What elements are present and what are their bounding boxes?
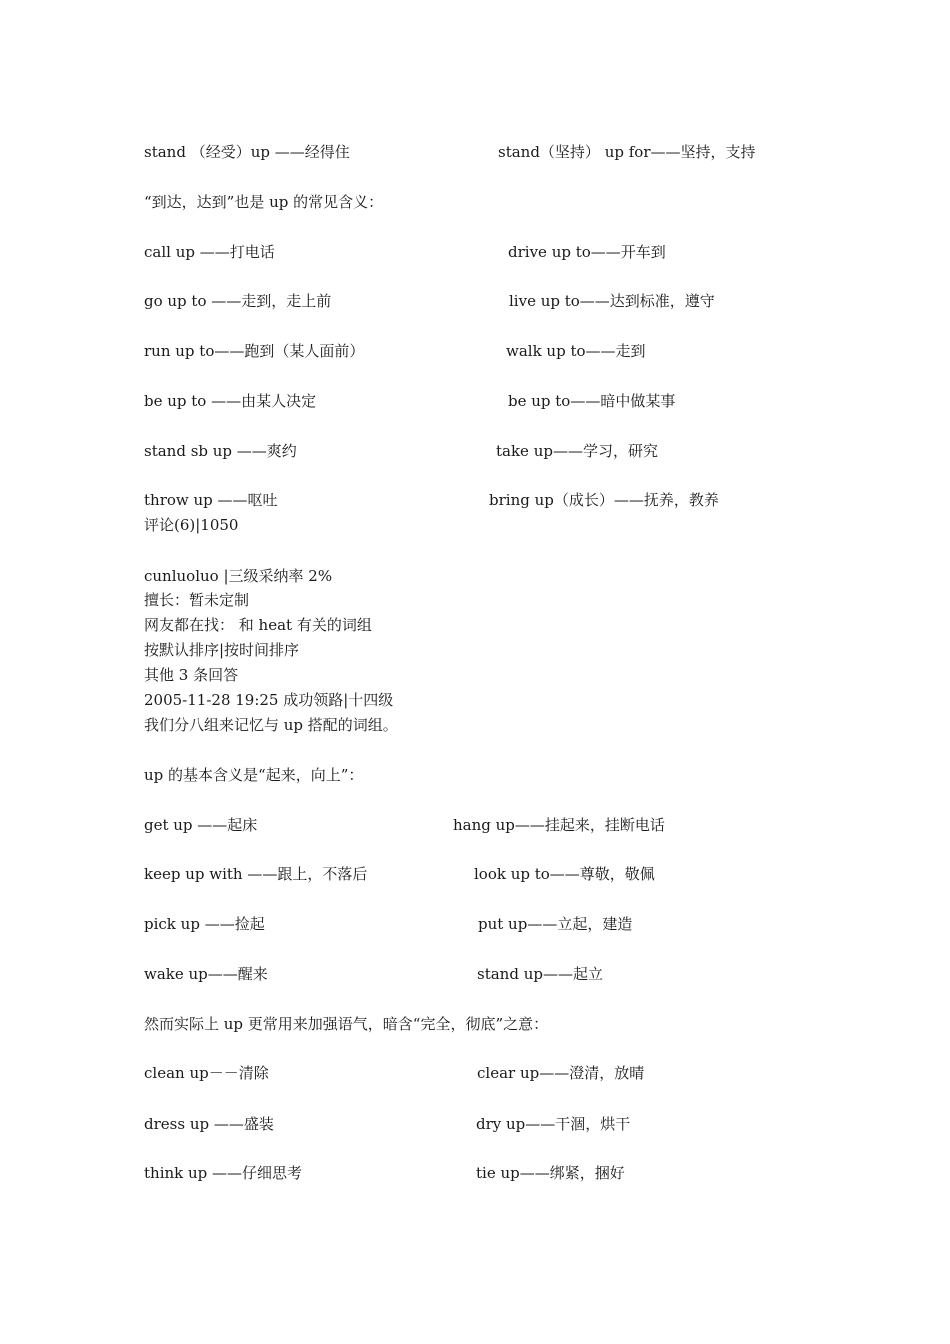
phrase-right: stand（坚持） up for——坚持，支持 xyxy=(498,143,756,161)
phrase-left: think up ——仔细思考 xyxy=(144,1164,303,1182)
phrase-left: stand （经受）up ——经得住 xyxy=(144,143,350,161)
phrase-left: clean up－－清除 xyxy=(144,1064,269,1082)
phrase-right: live up to——达到标准，遵守 xyxy=(509,292,715,310)
phrase-right: bring up（成长）——抚养，教养 xyxy=(489,491,719,509)
phrase-left: pick up ——捡起 xyxy=(144,915,265,933)
section-heading: up 的基本含义是“起来，向上”： xyxy=(144,766,364,784)
specialty: 擅长：暂未定制 xyxy=(144,591,250,609)
phrase-right: tie up——绑紧，捆好 xyxy=(476,1164,625,1182)
phrase-right: drive up to——开车到 xyxy=(508,243,666,261)
phrase-right: stand up——起立 xyxy=(477,965,603,983)
intro-text: 我们分八组来记忆与 up 搭配的词组。 xyxy=(144,716,398,734)
phrase-left: stand sb up ——爽约 xyxy=(144,442,297,460)
phrase-left: throw up ——呕吐 xyxy=(144,491,278,509)
comments-count[interactable]: 评论(6)|1050 xyxy=(144,516,239,534)
phrase-left: call up ——打电话 xyxy=(144,243,275,261)
answer-info: 2005-11-28 19:25 成功领路|十四级 xyxy=(144,691,394,709)
user-info[interactable]: cunluoluo |三级采纳率 2% xyxy=(144,567,333,585)
phrase-right: walk up to——走到 xyxy=(506,342,646,360)
phrase-right: clear up——澄清，放晴 xyxy=(477,1064,645,1082)
phrase-right: hang up——挂起来，挂断电话 xyxy=(453,816,665,834)
phrase-left: run up to——跑到（某人面前） xyxy=(144,342,365,360)
phrase-left: get up ——起床 xyxy=(144,816,258,834)
phrase-left: dress up ——盛装 xyxy=(144,1115,274,1133)
phrase-right: dry up——干涸，烘干 xyxy=(476,1115,631,1133)
phrase-right: take up——学习，研究 xyxy=(496,442,658,460)
phrase-left: keep up with ——跟上，不落后 xyxy=(144,865,368,883)
phrase-left: go up to ——走到，走上前 xyxy=(144,292,332,310)
section-heading: 然而实际上 up 更常用来加强语气，暗含“完全，彻底”之意： xyxy=(144,1015,549,1033)
related-search[interactable]: 网友都在找： 和 heat 有关的词组 xyxy=(144,616,372,634)
phrase-left: wake up——醒来 xyxy=(144,965,268,983)
sort-options[interactable]: 按默认排序|按时间排序 xyxy=(144,641,300,659)
phrase-right: put up——立起，建造 xyxy=(478,915,633,933)
other-answers: 其他 3 条回答 xyxy=(144,666,239,684)
section-heading: “到达，达到”也是 up 的常见含义： xyxy=(144,193,384,211)
phrase-left: be up to ——由某人决定 xyxy=(144,392,317,410)
phrase-right: look up to——尊敬，敬佩 xyxy=(474,865,655,883)
phrase-right: be up to——暗中做某事 xyxy=(508,392,676,410)
